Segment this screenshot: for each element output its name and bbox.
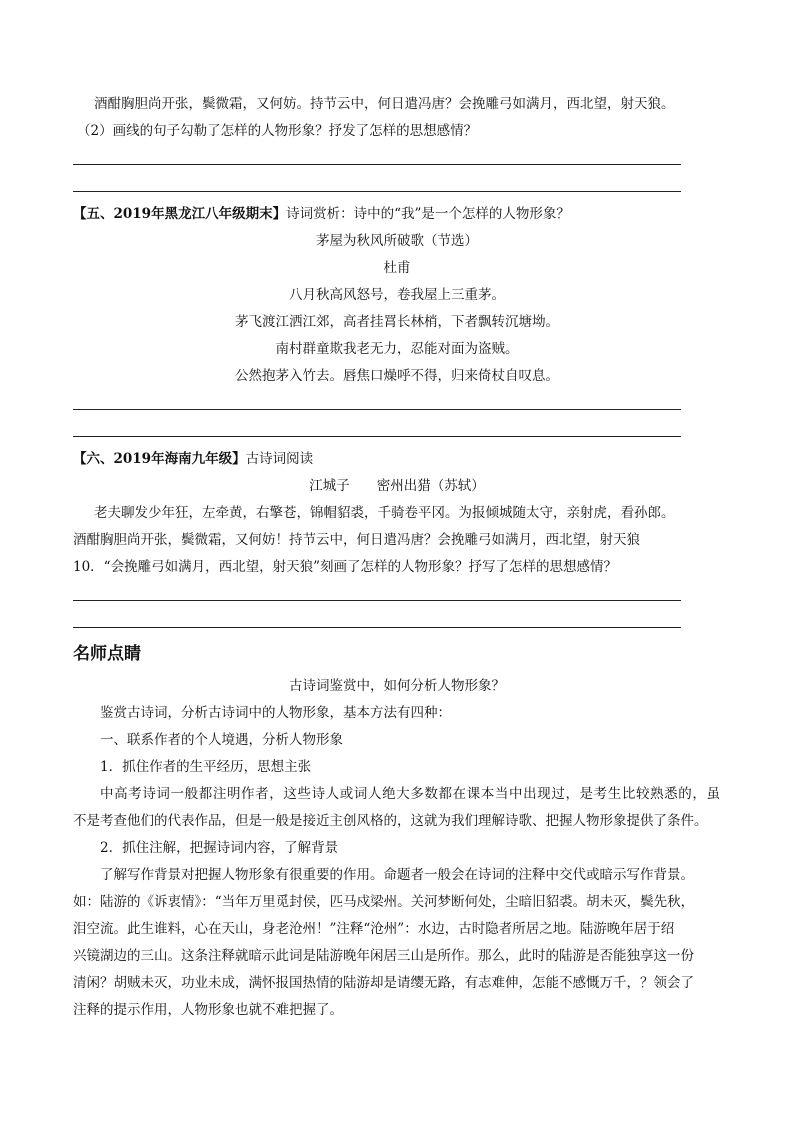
q6-poem-line: 老夫聊发少年狂，左牵黄，右擎苍，锦帽貂裘，千骑卷平冈。为报倾城随太守，亲射虎，看孙郎。: [94, 505, 675, 521]
tips-intro: 鉴赏古诗词，分析古诗词中的人物形象，基本方法有四种：: [100, 705, 451, 721]
q6-poem-title: 江城子 密州出猎（苏轼）: [309, 478, 485, 494]
paragraph-line: 了解写作背景对把握人物形象有很重要的作用。命题者一般会在诗词的注释中交代或暗示写作背景。: [100, 867, 694, 883]
tips-subtitle: 古诗词鉴赏中，如何分析人物形象？: [289, 678, 505, 694]
answer-line: [73, 436, 681, 437]
paragraph-line: 泪空流。此生谁料，心在天山，身老沧州！”注释“沧州”：水边，古时隐者所居之地。陆游晚年居于绍: [73, 921, 675, 937]
answer-line: [73, 164, 681, 165]
paragraph-line: 注释的提示作用，人物形象也就不难把握了。: [73, 1002, 343, 1018]
q6-tag: 【六、2019年海南九年级】: [73, 451, 246, 467]
subsection-heading: 1．抓住作者的生平经历，思想主张: [100, 759, 312, 775]
q5-poem-line: 南村群童欺我老无力，忍能对面为盗贼。: [275, 341, 519, 357]
paragraph-line: 兴镜湖边的三山。这条注释就暗示此词是陆游晚年闲居三山是所作。那么，此时的陆游是否能独享这一份: [73, 948, 694, 964]
answer-line: [73, 627, 681, 628]
q6-prompt: 古诗词阅读: [245, 451, 314, 467]
q6-poem-line: 酒酣胸胆尚开张，鬓微霜，又何妨！持节云中，何日遣冯唐？会挽雕弓如满月，西北望，射天狼: [73, 532, 640, 548]
q6-header: [73, 450, 313, 468]
q5-tag: 【五、2019年黑龙江八年级期末】: [73, 206, 287, 222]
q4-poem-line: 酒酣胸胆尚开张，鬓微霜，又何妨。持节云中，何日遣冯唐？会挽雕弓如满月，西北望，射天狼。: [94, 96, 675, 112]
answer-line: [73, 191, 681, 192]
paragraph-line: 中高考诗词一般都注明作者，这些诗人或词人绝大多数都在课本当中出现过，是考生比较熟悉的，虽: [100, 786, 720, 802]
q5-poem-author: 杜甫: [383, 260, 411, 276]
q4-question: （2）画线的句子勾勒了怎样的人物形象？抒发了怎样的思想感情？: [77, 123, 478, 139]
q6-question: 10．“会挽雕弓如满月，西北望，射天狼”刻画了怎样的人物形象？抒写了怎样的思想感情？: [73, 559, 617, 575]
q5-header: [73, 205, 570, 223]
answer-line: [73, 600, 681, 601]
paragraph-line: 不是考查他们的代表作品，但是一般是接近主创风格的，这就为我们理解诗歌、把握人物形象提供了条件。: [73, 813, 708, 829]
paragraph-line: 清闲？胡贼未灭，功业未成，满怀报国热情的陆游却是请缨无路，有志难伸，怎能不感慨万千，？领会了: [73, 975, 694, 991]
q5-poem-title: 茅屋为秋风所破歌（节选）: [316, 233, 478, 249]
q5-poem-line: 公然抱茅入竹去。唇焦口燥呼不得，归来倚杖自叹息。: [235, 368, 559, 384]
q5-prompt: 诗词赏析：诗中的“我”是一个怎样的人物形象？: [286, 206, 570, 222]
q5-poem-line: 茅飞渡江洒江郊，高者挂罥长林梢，下者飘转沉塘坳。: [235, 314, 559, 330]
subsection-heading: 2．抓住注解，把握诗词内容，了解背景: [100, 840, 339, 856]
paragraph-line: 如：陆游的《诉衷情》：“当年万里觅封侯，匹马戍梁州。关河梦断何处，尘暗旧貂裘。胡未灭，鬓先秋，: [73, 894, 695, 910]
answer-line: [73, 409, 681, 410]
tips-heading: 名师点睛: [73, 644, 141, 664]
section-heading: 一、联系作者的个人境遇，分析人物形象: [100, 732, 343, 748]
q5-poem-line: 八月秋高风怒号，卷我屋上三重茅。: [289, 287, 505, 303]
